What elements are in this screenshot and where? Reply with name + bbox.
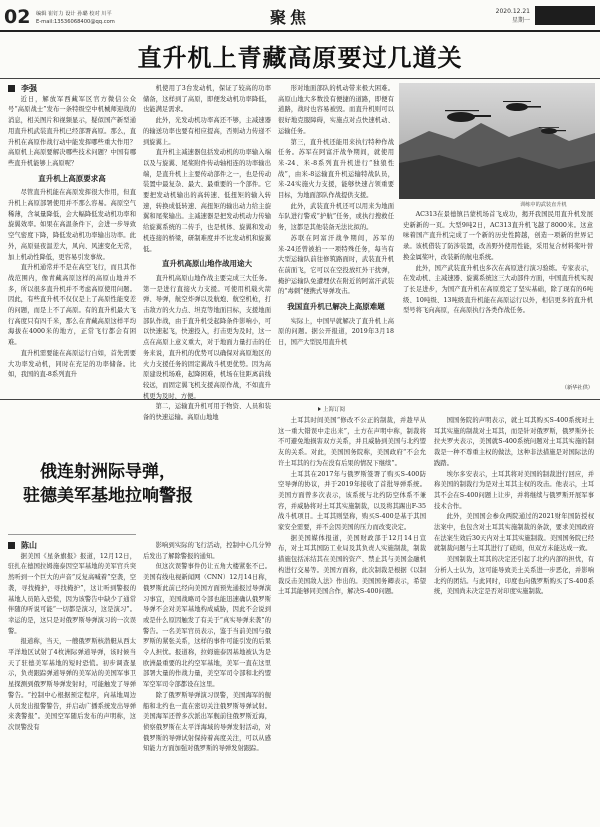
paragraph: 报道称，当天，一艘俄罗斯核潜艇从西太平洋地区试射了4枚洲际弹道导弹，该时候当天了驻德美军基地的短时恐慌。初步调查显示，负责跟踪弹道导弹的美军站的美国军事卫星探测到俄罗斯导弹发射时，可能触发了导弹警告。“控制中心根据预定程序，向基地周边人员发出报警警告，并启动广播系统发出导弹来袭警报”。美国空军随后发布的声明称，这次误警没有 [8,638,136,731]
lead-author [8,84,136,95]
date-text: 2020.12.21 [495,8,530,15]
paragraph: 此外，国产武装直升机也多次在高原进行演习验练。专家表示，在发动机、主减速器、旋翼系统这三大动部件方面，中国直升机实现了长足进步，为国产直升机在高原奠定了坚实基础，除了现有的6吨级、10吨级、13吨级直升机能在高原运行以外，相信更多的直升机型号将飞向高原，在高原执行各类作战任务。 [403,264,593,315]
helicopter-photo-image [399,83,595,199]
paragraph: 苏联在阿富汗战争期间，苏军的米-24还曾被拍一一项特殊任务，每当有大型运输队前往修筑路面时，武装直升机在前面飞，它可以在空投放红外干扰弹，掩护运输队免遭埋伏在附近的阿富汗武装的“毒刺”便携式导弹攻击。 [278,234,394,296]
section-divider [0,399,600,400]
paragraph: 土耳其在2017年与俄罗斯签署了购买S-400防空导弹的协议，并于2019年接收了首批导弹系统。美国方面曾多次表示，该系统与北约防空体系不兼容，并威胁将对土耳其实施制裁，以及将其踢出F-35战斗机项目。土耳其则坚称，购买S-400是基于其国家安全需要，并不会因美国的压力而改变决定。 [278,470,426,532]
second-kicker [318,405,345,413]
author-rule [8,534,136,535]
paragraph: 埃尔多安表示，土耳其将对美国的制裁进行回应，并称美国的制裁行为是对土耳其主权的攻击。他表示，土耳其不会在S-400问题上让步，并将继续与俄罗斯开展军事技术合作。 [434,470,594,510]
paragraph: 影响到实际的飞行活动，控制中心几分钟后发出了解除警报的通知。 [143,542,271,560]
paragraph: 国国务院的声明表示，就土耳其购买S-400系统对土耳其实施的制裁对土耳其，而是针对俄罗斯，俄罗斯外长拉夫罗夫表示，美国就S-400系统问题对土耳其实施的制裁是一种不尊重主权的做法，这种非法措施是对国际法的践踏。 [434,417,594,467]
paragraph: 第三，直升机还能用来执行特种作战任务。苏军在阿富汗战争期间，就使用米-24、米-8系列直升机进行“独狼性战”，由米-8运输直升机运输特战队员，米-24实施火力支援，能够快速占领重要目标，为地面部队作战提供支援。 [278,138,394,200]
paragraph: 形对地面部队的机动带来极大困难。高原山地大多数没有便捷的道路，即便有道路，战时也容易被毁。而直升机则可以很好地克服障碍，实施点对点快速机动、运输任务。 [278,85,394,135]
second-headline-line1: 俄连射洲际导弹， [40,462,176,482]
paragraph: 但这次误警事件仍让五角大楼紧张不已。美国有线电视新闻网（CNN）12月14日称，俄罗斯此前已经向美国方面预先通报过导弹演习事宜，美国战略司令部也能迅速确认俄罗斯导弹不会对美军基地构成威胁，因此不会说到或是什么原因触发了有关于“真实导弹来袭”的警告。一名美军官员表示，鉴于当前美国与俄罗斯的紧张关系，这样的事件可能引发的后果令人担忧。报道称，拉姆施泰因基地被认为是欧洲最重要的北约空军基地，美军一直在这里部署大量的作战力量，美空军司令部和北约盟军空军司令部都设在这里。 [143,563,271,689]
issue-date [470,7,530,25]
author-marker-icon [8,85,15,92]
masthead-rule [0,30,600,32]
subheading: 我国直升机已解决上高原难题 [287,302,385,312]
lead-column-3 [278,84,394,396]
author-name: 李强 [21,84,37,93]
paragraph: 直升机通常并不是在高空飞行，而且其作战范围内，像青藏高原这样的高原山地并不多，所以很多直升机并不考虑高原使用问题。因此，有些直升机不仅仅是上了高原性能变差的问题，而是上不了高原。有的直升机最大飞行高度只有四千米，那么在青藏高原这样平均海拔在4000米的地方，正常飞行都会有困难。 [8,264,136,347]
second-column-4 [434,416,594,823]
paragraph: AC313在景德镇吕蒙机场首飞成功，揭开我国民用直升机发展史新新的一页。大型9吨2日，AC313直升机飞越了8000米。这意味着国产直升机完成了一个新的历史性跨越，创造一项新的世界记录。该机借装了防涉装置，改善野外使用性能，采用复合材料桨叶替换金属桨叶，改装新的航电系统。 [403,211,593,261]
paragraph: 此外，光发动机功率高还不够，主减速器的输送功率也要有相应提高，否则动力传递不到旋翼上。 [143,117,271,146]
paragraph: 直升机主减速器包括发动机的功率输入端以及与旋翼、尾桨附件传动轴相连的功率输出端，是直升机上主要传动部件之一，也是传动装置中最复杂、最大、最重要的一个部件。它要把发动机输出的高转速、低扭矩的输入转速，转换成低转速、高扭矩的输出动力给主旋翼和尾桨输出。主减速器是把发动机动力传输给旋翼系统的二传手，也是机体、旋翼和发动机连接的桥梁，研制难度并不比发动机和旋翼低。 [143,149,271,253]
paragraph: 机使用了3台发动机，保证了较高的功率储备，这样到了高原，即便发动机功率降低，也能满足需求。 [143,85,271,114]
kicker-text: 上海订阅 [323,407,346,413]
lead-column-1 [8,84,136,396]
second-column-3 [278,416,426,823]
weekday-text: 星期一 [511,17,530,24]
lead-credit: （新华社供） [561,385,593,391]
email-line: E-mail:13536068400@qq.com [36,19,115,25]
subheading: 直升机高原山地作战用途大 [162,259,252,269]
headline-rule [0,78,600,79]
lead-column-4 [403,210,593,396]
paragraph: 据美国《星条旗报》报道，12月12日，驻扎在德国拉姆施泰因空军基地的美军官兵突然听到一个巨大的声音“反复高喊着”空袭，空袭，寻找掩护，寻找掩护”，这让听到警报的基地人员陷入恐慌，因为该警告中缺少了通常伴随的听说可能“一切都是演习，这是演习”。幸运的是，这只是对俄罗斯导弹演习的一次误警。 [8,552,136,635]
paragraph: 此外，美国国会参众两院通过的2021财年国防授权法案中，也包含对土耳其实施制裁的条款，要求美国政府在法案生效后30天内对土耳其实施制裁。美国国务院已经就制裁问题与土耳其进行了磋商，但双方未能达成一致。 [434,513,594,553]
paragraph: 美国制裁土耳其的决定还引起了北约内部的担忧，有分析人士认为，这可能导致美土关系进一步恶化，并影响北约的团结。与此同时，印度也向俄罗斯购买了S-400系统，美国尚未决定是否对印度实施制裁。 [434,556,594,596]
editor-credits [36,10,115,26]
paragraph: 第二，运输直升机可用于物资、人员和装备的快速运输。高原山地地 [143,403,271,422]
paragraph: 土耳其时间美国“修改不公正的制裁，并趁早从这一重大错误中走出来”，土方在声明中称，制裁将不可避免地损害双方关系，并且威胁到美国与北约盟友的关系。对此，美国国务院称，美国政府“不会允许土耳其的行为在没有后果的情况下继续”。 [278,417,426,467]
author-marker-icon [8,542,15,549]
author-name: 陈山 [21,541,37,550]
photo-caption: 训练中的武装直升机 [520,202,567,208]
paragraph: 除了俄罗斯导弹演习误警，美国海军的舰船和北约也一直在密切关注俄罗斯导弹试射。美国海军还曾多次派出军舰前往俄罗斯近海，侦察俄罗斯在太平洋海域的导弹发射活动，对俄罗斯的导弹试射保持着高度关注，可以从感知能力方面加强对俄罗斯的导弹发射跟踪。 [143,691,271,753]
second-column-1 [8,541,136,823]
triangle-icon [318,407,321,411]
helicopter-photo [399,83,595,199]
paragraph: 直升机需要能在高原运行自如，首先需要大功率发动机，同时在充足的功率储备。比如，我国的直-8系列直升 [8,349,136,379]
second-column-2 [143,541,271,823]
newspaper-logo [535,6,595,25]
paragraph: 实际上，中国早就解决了直升机上高原的问题。据公开报道，2019年3月18日，国产大型民用直升机 [278,317,394,347]
paragraph: 近日，解放军西藏军区官方微信公众号“高原战士”发布一条特级空中机械师迎战的消息，相关图片和视频显示，疑似国产新型通用直升机武装直升机已经部署高原。那么，直升机在高原作战行动中能发挥哪些重大作用？高原机上高原要解决哪些技术问题？中国有哪些直升机能够上高原呢？ [8,95,136,167]
second-headline-line2: 驻德美军基地拉响警报 [23,486,193,506]
paragraph: 此外，武装直升机还可以用来为地面车队进行警戒“护航”任务，或执行搜救任务，这都是其他装备无法比拟的。 [278,202,394,232]
paragraph: 直升机高原山地作战主要完成三大任务。第一是进行直接火力支援。可使用机载火箭弹、导弹，航空炸弹以及航炮、航空机枪，打击敌方的火力点、坦克等地面目标，支援地面部队作战，由于直升机受起降条件影响小，可以快速起飞，快速投入，打击更为及时，这一点在高原上意义重大，对于地面力量打击的任务来说，直升机的优势可以确保对高原地区的火力支援任务的固定翼战斗机更优势。因为高原建设机场难，起降困难，机场在往距离前线较远，而固定翼飞机支援高原作战，不如直升机更为及时、方便。 [143,274,271,400]
second-headline [8,460,208,508]
credits-line: 编辑 崔钉力 设计 孙璐 校对 川平 [36,11,112,17]
page-number: 02 [4,6,31,28]
section-title: 聚焦 [270,8,311,27]
lead-column-2 [143,84,271,422]
second-author [8,541,136,552]
lead-headline: 直升机上青藏高原要过几道关 [137,44,463,72]
paragraph: 据美国媒体报道，美国财政部于12月14日宣布，对土耳其国防工业局及其负责人实施制裁，制裁措施包括冻结其在美国的资产、禁止其与美国金融机构进行交易等。美国方面称，此次制裁是根据《以制裁反击美国敌人法》作出的。美国国务卿表示，希望土耳其能够同美国合作，解决S-400问题。 [278,534,426,596]
subheading: 直升机上高原要求高 [38,173,106,183]
paragraph: 尽管直升机能在高原发挥很大作用，但直升机上高原部署使用并不那么容易。高原空气稀薄，含氧量降低，会大幅降低发动机功率和旋翼效率。如果在高温条件下，会进一步导致空气密度下降，降低发动机功率输出功率。此外，高原昼夜温差大，风向、风速变化无常，加上机动性降低，更容易引发事故。 [8,189,136,261]
